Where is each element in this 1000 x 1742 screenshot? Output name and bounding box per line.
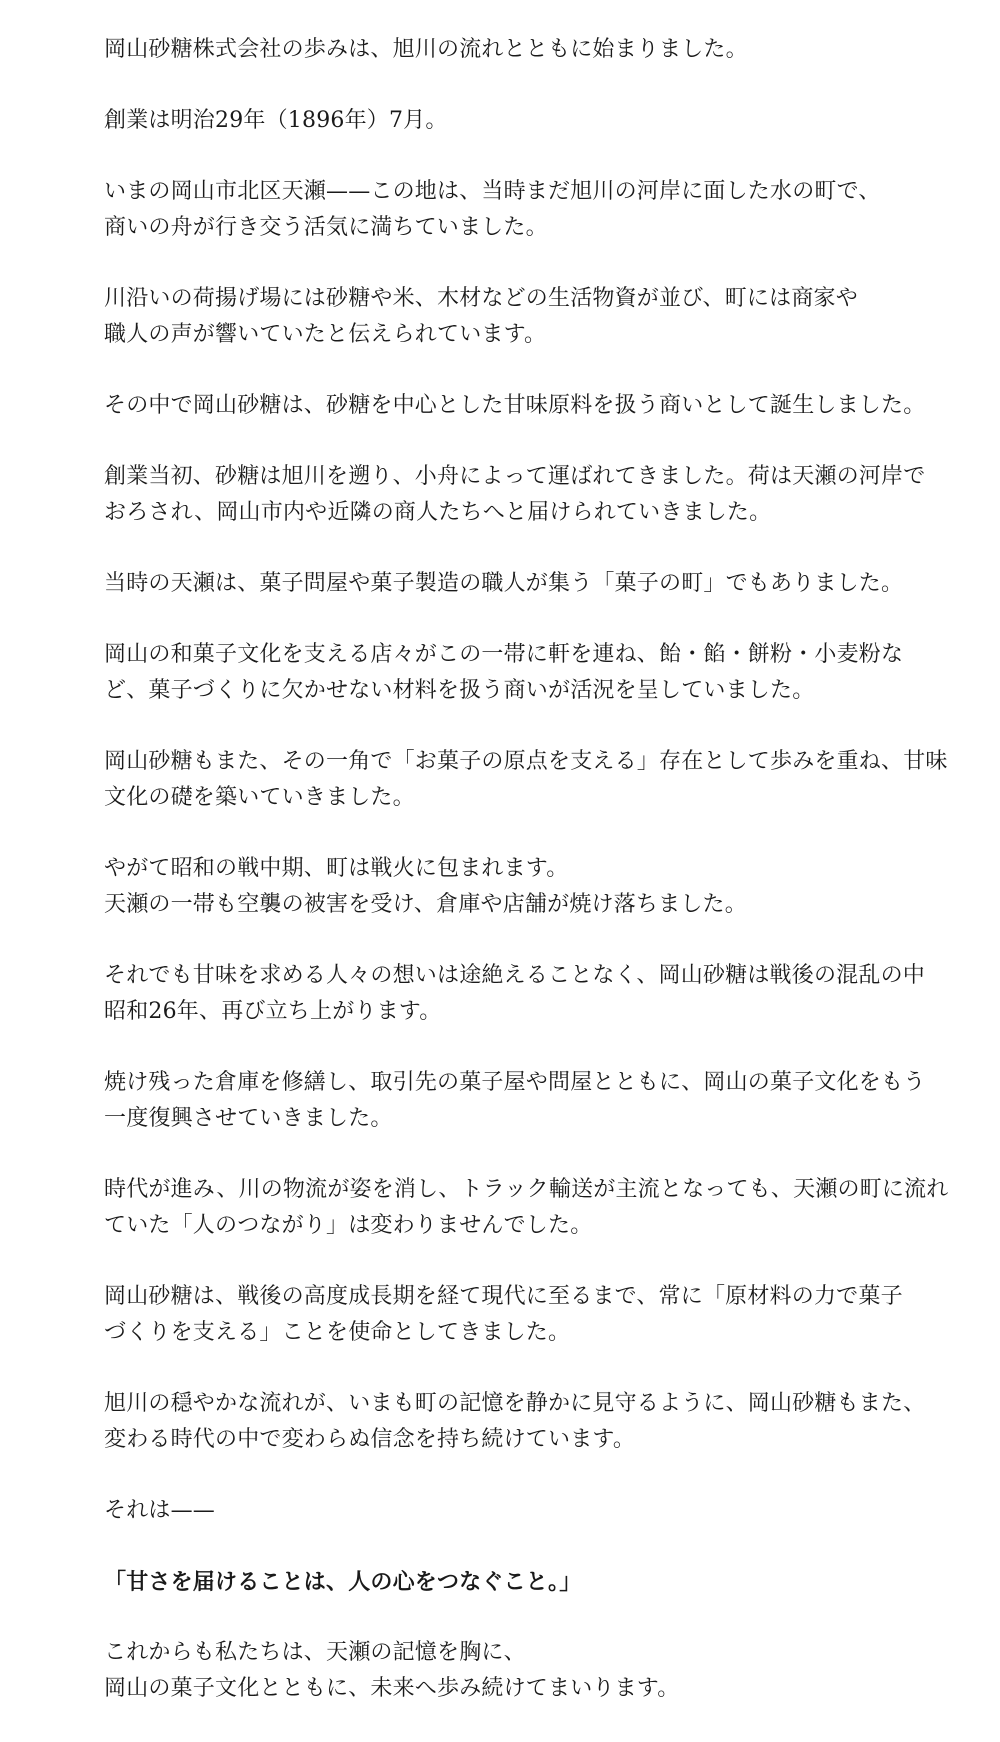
text-line: ど、菓子づくりに欠かせない材料を扱う商いが活況を呈していました。: [104, 678, 815, 703]
text-line: 創業は明治29年（1896年）7月。: [104, 108, 448, 133]
text-line: 旭川の穏やかな流れが、いまも町の記憶を静かに見守るように、岡山砂糖もまた、: [104, 1391, 926, 1416]
paragraph-amase-town: [104, 174, 984, 246]
paragraph-mission: [104, 1279, 984, 1351]
paragraph-riverside: [104, 281, 984, 353]
text-line: づくりを支える」ことを使命としてきました。: [104, 1320, 571, 1345]
paragraph-connections: [104, 1172, 984, 1244]
text-line: 変わる時代の中で変わらぬ信念を持ち続けています。: [104, 1427, 636, 1452]
paragraph-revival: [104, 1065, 984, 1137]
paragraph-intro: [104, 32, 984, 68]
text-line: 川沿いの荷揚げ場には砂糖や米、木材などの生活物資が並び、町には商家や: [104, 286, 858, 311]
text-line: おろされ、岡山市内や近隣の商人たちへと届けられていきました。: [104, 500, 772, 525]
text-line: 創業当初、砂糖は旭川を遡り、小舟によって運ばれてきました。荷は天瀬の河岸で: [104, 464, 926, 489]
text-line: それは——: [104, 1498, 216, 1523]
motto-text: 「甘さを届けることは、人の心をつなぐこと。」: [104, 1569, 582, 1595]
text-line: 職人の声が響いていたと伝えられています。: [104, 322, 547, 347]
text-line: 岡山砂糖は、戦後の高度成長期を経て現代に至るまで、常に「原材料の力で菓子: [104, 1284, 903, 1309]
text-line: その中で岡山砂糖は、砂糖を中心とした甘味原料を扱う商いとして誕生しました。: [104, 393, 926, 418]
paragraph-wagashi-culture: [104, 637, 984, 709]
text-line: 焼け残った倉庫を修繕し、取引先の菓子屋や問屋とともに、岡山の菓子文化をもう: [104, 1070, 926, 1095]
paragraph-birth: [104, 388, 984, 424]
paragraph-founding: [104, 103, 984, 139]
text-line: 岡山の菓子文化とともに、未来へ歩み続けてまいります。: [104, 1676, 680, 1701]
paragraph-lead-in: [104, 1493, 984, 1529]
text-line: 時代が進み、川の物流が姿を消し、トラック輸送が主流となっても、天瀬の町に流れ: [104, 1177, 949, 1202]
text-line: これからも私たちは、天瀬の記憶を胸に、: [104, 1640, 526, 1665]
text-line: 昭和26年、再び立ち上がります。: [104, 999, 442, 1024]
text-line: 一度復興させていきました。: [104, 1106, 393, 1131]
text-line: 天瀬の一帯も空襲の被害を受け、倉庫や店舗が焼け落ちました。: [104, 892, 747, 917]
paragraph-early-days: [104, 459, 984, 531]
paragraph-closing: [104, 1635, 984, 1707]
paragraph-foundation: [104, 744, 984, 816]
text-line: 岡山砂糖もまた、その一角で「お菓子の原点を支える」存在として歩みを重ね、甘味: [104, 749, 948, 774]
paragraph-wartime: [104, 851, 984, 923]
paragraph-motto: [104, 1564, 984, 1600]
paragraph-postwar-restart: [104, 958, 984, 1030]
text-line: 岡山砂糖株式会社の歩みは、旭川の流れとともに始まりました。: [104, 37, 748, 62]
text-line: 商いの舟が行き交う活気に満ちていました。: [104, 215, 548, 240]
text-line: 岡山の和菓子文化を支える店々がこの一帯に軒を連ね、飴・餡・餅粉・小麦粉な: [104, 642, 904, 667]
text-line: 文化の礎を築いていきました。: [104, 785, 415, 810]
text-line: ていた「人のつながり」は変わりませんでした。: [104, 1213, 593, 1238]
paragraph-belief: [104, 1386, 984, 1458]
paragraph-sweets-town: [104, 566, 984, 602]
history-article: [104, 32, 984, 1742]
text-line: それでも甘味を求める人々の想いは途絶えることなく、岡山砂糖は戦後の混乱の中: [104, 963, 925, 988]
text-line: やがて昭和の戦中期、町は戦火に包まれます。: [104, 856, 569, 881]
text-line: 当時の天瀬は、菓子問屋や菓子製造の職人が集う「菓子の町」でもありました。: [104, 571, 904, 596]
text-line: いまの岡山市北区天瀬——この地は、当時まだ旭川の河岸に面した水の町で、: [104, 179, 881, 204]
